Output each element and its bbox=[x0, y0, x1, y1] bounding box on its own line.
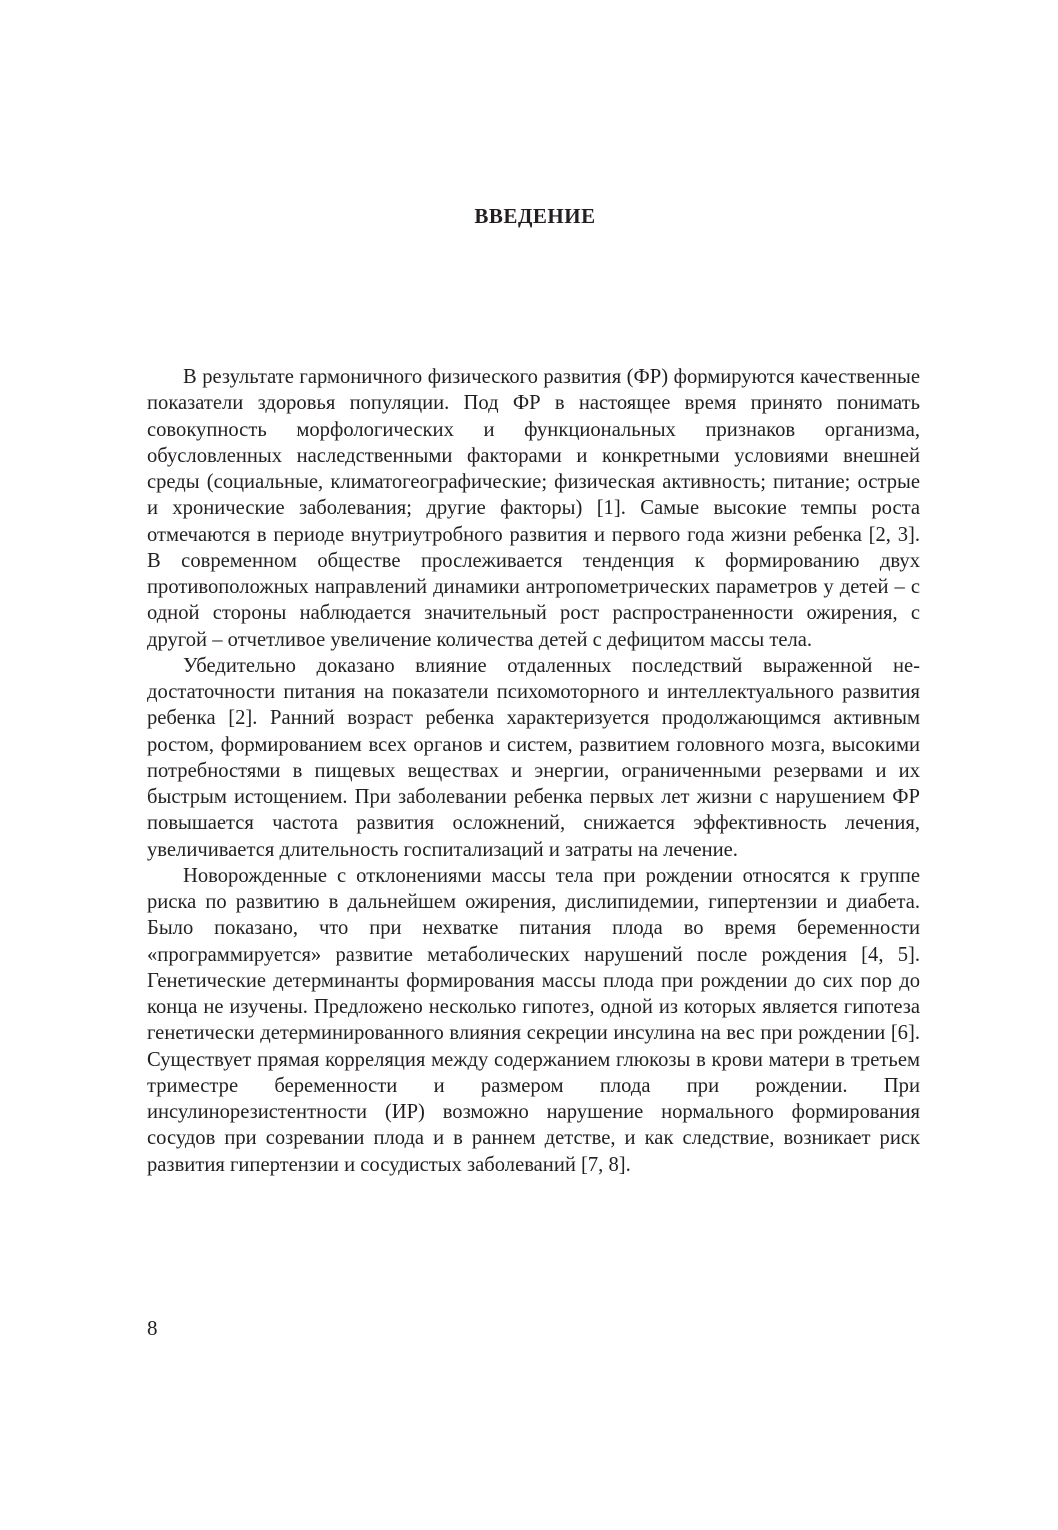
body-text bbox=[147, 364, 920, 1178]
paragraph: Убедительно доказано влияние отдаленных последствий выраженной недостаточности питания на показатели психомоторного и интеллектуального развития ребенка [2]. Ранний возраст ребенка характеризуется продолжающимся активным ростом, формированием всех органов и систем, развитием головного мозга, высокими потребностями в пищевых веществах и энергии, ограниченными резервами и их быстрым истощением. При заболевании ребенка первых лет жизни с нарушением ФР повышается частота развития осложнений, снижается эффективность лечения, увеличивается длительность госпитализаций и затраты на лечение. bbox=[147, 654, 920, 861]
section-heading: ВВЕДЕНИЕ bbox=[474, 204, 596, 228]
page-number: 8 bbox=[147, 1316, 158, 1340]
paragraph: Новорожденные с отклонениями массы тела при рождении относятся к группе риска по развитию в дальнейшем ожирения, дислипидемии, гипертензии и диабета. Было показано, что при нехватке питания плода во время беременности «программируется» развитие метаболических нарушений после рождения [4, 5]. Генетические детерминанты формирования массы плода при рождении до сих пор до конца не изучены. Предложено несколько гипотез, одной из которых является гипотеза генетически детерминированного влияния секреции инсулина на вес при рождении [6]. Существует прямая корреляция между содержанием глюкозы в крови матери в третьем триместре беременности и размером плода при рождении. При инсулинорезистентности (ИР) возможно нарушение нормального формирования сосудов при созревании плода и в раннем детстве, и как следствие, возникает риск развития гипертензии и сосудистых заболеваний [7, 8]. bbox=[147, 864, 920, 1176]
paragraph: В результате гармоничного физического развития (ФР) формируются качественные показатели здоровья популяции. Под ФР в настоящее время принято понимать совокупность морфологических и функциональных признаков организма, обусловленных наследственными факторами и конкретными условиями внешней среды (социальные, климатогеографические; физическая активность; питание; острые и хронические заболевания; другие факторы) [1]. Самые высокие темпы роста отмечаются в периоде внутриутробного развития и первого года жизни ребенка [2, 3]. В современном обществе прослеживается тенденция к формированию двух противоположных направлений динамики антропометрических параметров у детей – с одной стороны наблюдается значительный рост распространенности ожирения, с другой – отчетливое увеличение количества детей с дефицитом массы тела. bbox=[147, 366, 920, 651]
